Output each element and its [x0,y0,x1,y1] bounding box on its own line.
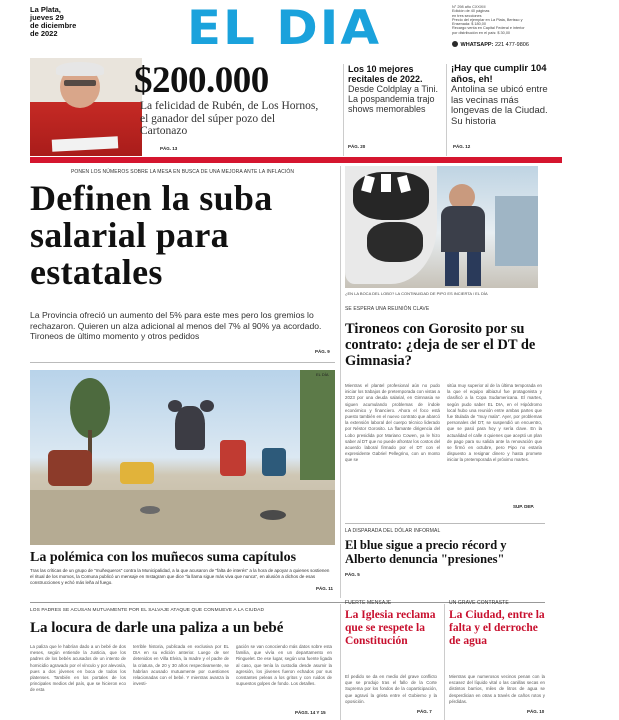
teaser-lottery[interactable] [30,58,342,158]
whatsapp-label: WHATSAPP: [460,42,494,48]
dollar-headline: El blue sigue a precio récord y Alberto denuncia "presiones" [345,538,507,566]
beating-page: PÁGS. 14 Y 15 [295,710,326,715]
gorosito-headline: Tironeos con Gorosito por su contrato: ¿deja de ser el DT de Gimnasia? [345,321,536,369]
dolls-credit: EL DÍA [316,372,329,377]
main-page: PÁG. 9 [315,349,330,354]
constitution-page: PÁG. 7 [417,709,432,714]
main-kicker: PONEN LOS NÚMEROS SOBRE LA MESA EN BUSCA DE UNA MEJORA ANTE LA INFLACIÓN [70,169,295,175]
edition-info: N° 298 año CXXXIII Edición de 40 páginas en tres secciones Precio del ejemplar en La Plata, Berisso y Ensenada: $ 180,00 Recargo venta en Capital Federal e interior por distribución en el país: $ 30,00 [452,5,525,35]
whatsapp-line[interactable] [452,41,564,49]
main-story[interactable] [30,166,335,356]
wolf-photo [345,166,538,288]
lottery-text: La felicidad de Rubén, de Los Hornos, el ganador del súper pozo del Cartonazo [140,100,319,137]
beating-story[interactable] [30,606,335,720]
beating-kicker: LOS PADRES SE ACUSAN MUTUAMENTE POR EL SALVAJE ATAQUE QUE CONMUEVE A LA CIUDAD [30,608,265,613]
whatsapp-icon [452,41,458,47]
dolls-lead: Tras las críticas de un grupo de "muñequeros" contra la Municipalidad, a la que acusaron de "falta de interés" a la hora de apoyar a quienes sostienen el ritual de los momos, la Comuna publicó un mensaje en Instagram que dice "la llama sigue más viva que nunca", en alusión a dichos de esas construcciones y echó más leña al fuego. [30,568,330,585]
recitals-body: Desde Coldplay a Tini. La pospandemia trajo shows memorables [348,84,439,114]
constitution-body: El pedido se da en medio del grave conflicto que se produjo tras el fallo de la Corte Suprema por los fondos de la coparticipación, que agravó la grieta entre el Gobierno y la oposición. [345,674,437,704]
red-rule [30,157,562,163]
constitution-kicker: FUERTE MENSAJE [345,600,392,606]
dollar-kicker: LA DISPARADA DEL DÓLAR INFORMAL [345,528,441,534]
constitution-headline: La Iglesia reclama que se respete la Constitución [345,609,436,647]
gorosito-story[interactable] [345,303,545,513]
city-story[interactable] [449,598,549,720]
main-headline: Definen la suba salarial para estatales [30,178,273,292]
lottery-amount: $200.000 [134,60,269,101]
recitals-page: PÁG. 20 [348,144,366,149]
dolls-headline: La polémica con los muñecos suma capítulos [30,550,297,565]
dolls-photo [30,370,335,545]
gorosito-col-2: sitúa muy superior al de la última temporada en la que el equipo albiazul fue protagonista y clasificó a la Copa Sudamericana. El martes, según pudo saber EL DIA, en el Hipódromo local hubo una reunión entre ambas partes que fue titulada de "muy mala". Ayer, por problemas personales del DT, se suspendió un encuentro, que se pasó para hoy y sería clave. En la actualidad el calle 4 quienes que aceptó un plan de pago para su salida ante la renovación que se firmó en octubre, pero Pipo no estaría dispuesto a resignar dinero y hasta promete iniciar la pretemporada el próximo martes. [447,383,542,463]
beating-headline: La locura de darle una paliza a un bebé [30,620,284,636]
city-kicker: UN GRAVE CONTRASTE [449,600,509,606]
city-body: Mientras que numerosos vecinos penan con la escasez del líquido vital o las canillas secas en distintos barrios, miles de litros de agua se desperdician en otras a través de caños rotos y pérdidas. [449,674,545,704]
city-date: La Plata, jueves 29 de diciembre de 2022 [30,5,77,38]
gorosito-page: SUP. DEP. [513,504,535,509]
dolls-page: PÁG. 11 [316,586,334,591]
teaser-longevity[interactable] [451,64,561,156]
longevity-text: Antolina se ubicó entre las vecinas más longevas de la Ciudad. Su historia [451,84,548,127]
lottery-photo [30,58,142,156]
beating-col-3: gación se van conociendo más datos sobre esta familia, que vivía en un departamento en Ringuelet. De ese lugar, según una fuente ligada al caso, que tenía la custodia desde asumir la agresión, los jóvenes fueron echados por sus constantes peleas a los gritos y con ruidos de supuestos golpes de fondo. Los detalles. [236,644,332,687]
dollar-page: PÁG. 5 [345,572,360,577]
dolls-story[interactable] [30,550,335,598]
masthead [0,0,619,60]
wolf-caption: ¿EN LA BOCA DEL LOBO? LA CONTINUIDAD DE PIPO ES INCIERTA / EL DÍA [345,291,488,296]
beating-col-1: La paliza que le habrían dado a un bebé de dos meses, según entiende la Justicia, que los padres de los bebés acusados de un intento de homicidio agravado por el vínculo y por alevosía, pues a dos jóvenes en boca de todos los platenses. También en los portales de los principales medios del país, que se hicieron eco de esta [30,644,126,693]
main-lead: La Provincia ofreció un aumento del 5% para este mes pero los gremios lo rechazaron. Quieren un alza adicional al menos del 7% al 90% ya acordado. Tironeos de último momento y otros pedidos [30,310,322,341]
longevity-title: ¡Hay que cumplir 104 años, eh! [451,63,547,85]
gorosito-col-1: Mientras el plantel profesional aún no pudo iniciar los trabajos de pretemporada con vistas a 2023 por una deuda salarial, en Gimnasia se siguen acumulando problemas de índole económico y financiero. Ahora el foco está puesto también en el nuevo contrato que abarcó la extensión laboral del cuerpo técnico liderado por Néstor Gorosito. La flamante dirigencia del Lobo presidida por Mariano Cowen, ya le hizo saber al DT que no puede afrontar los costos del acuerdo laboral firmado por el DT con el expresidente Gabriel Pellegrino, con un monto que se [345,383,440,463]
lottery-page: PÁG. 13 [160,146,178,151]
teaser-recitals[interactable] [348,64,443,156]
constitution-story[interactable] [345,598,440,720]
dollar-story[interactable] [345,526,545,596]
gorosito-kicker: SE ESPERA UNA REUNIÓN CLAVE [345,306,430,312]
city-headline: La Ciudad, entre la falta y el derroche de agua [449,609,545,647]
city-page: PÁG. 10 [527,709,545,714]
beating-col-2: terrible historia, publicada en exclusiva por EL DIA en su edición anterior. Luego de ser detenidos en Villa Elvira, la madre y el padre de la criatura, de 20 y 30 años respectivamente, se habrían acusado mutuamente por cuestiones relacionadas con el bebé. Y mientras avanza la investi- [133,644,229,687]
recitals-text [348,64,440,114]
logo[interactable]: EL DIA [186,0,382,56]
whatsapp-number: 221 477-9806 [494,42,529,48]
longevity-page: PÁG. 12 [453,144,471,149]
recitals-title: Los 10 mejores recitales de 2022. [348,64,423,84]
